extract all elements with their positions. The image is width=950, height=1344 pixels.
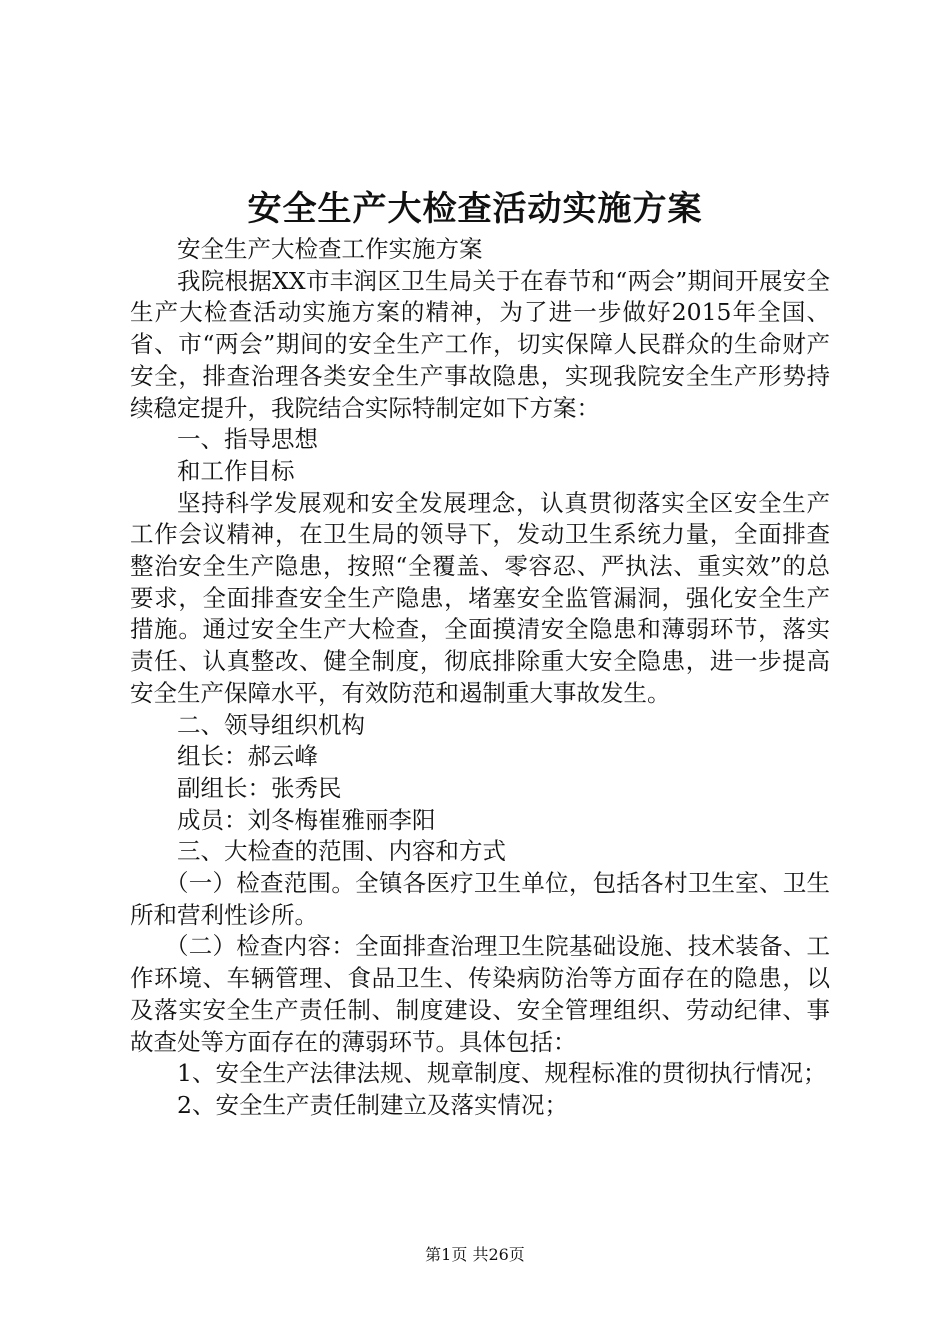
paragraph: 坚持科学发展观和安全发展理念，认真贯彻落实全区安全生产工作会议精神，在卫生局的领导下，发动卫生系统力量，全面排查整治安全生产隐患，按照“全覆盖、零容忍、严执法、重实效”的总要求，全面排查安全生产隐患，堵塞安全监管漏洞，强化安全生产措施。通过安全生产大检查，全面摸清安全隐患和薄弱环节，落实责任、认真整改、健全制度，彻底排除重大安全隐患，进一步提高安全生产保障水平，有效防范和遏制重大事故发生。	[130, 488, 830, 707]
section-heading: 三、大检查的范围、内容和方式	[177, 837, 506, 866]
paragraph: （二）检查内容：全面排查治理卫生院基础设施、技术装备、工作环境、车辆管理、食品卫生、传染病防治等方面存在的隐患，以及落实安全生产责任制、制度建设、安全管理组织、劳动纪律、事故查处等方面存在的薄弱环节。具体包括：	[130, 932, 830, 1056]
section-heading: 和工作目标	[177, 456, 295, 485]
list-item: 1、安全生产法律法规、规章制度、规程标准的贯彻执行情况；	[177, 1059, 827, 1088]
paragraph: （一）检查范围。全镇各医疗卫生单位，包括各村卫生室、卫生所和营利性诊所。	[130, 869, 830, 929]
section-heading: 一、指导思想	[177, 425, 318, 454]
paragraph: 安全生产大检查工作实施方案	[177, 235, 483, 263]
list-item: 2、安全生产责任制建立及落实情况；	[177, 1090, 568, 1119]
list-item: 成员：刘冬梅崔雅丽李阳	[177, 805, 436, 834]
list-item: 副组长：张秀民	[177, 773, 342, 802]
document-body	[130, 234, 830, 1122]
section-heading: 二、领导组织机构	[177, 710, 365, 739]
document-title: 安全生产大检查活动实施方案	[247, 189, 703, 229]
page-number: 第1页 共26页	[425, 1245, 525, 1264]
paragraph: 我院根据XX市丰润区卫生局关于在春节和“两会”期间开展安全生产大检查活动实施方案的精神，为了进一步做好2015年全国、省、市“两会”期间的安全生产工作，切实保障人民群众的生命财产安全，排查治理各类安全生产事故隐患，实现我院安全生产形势持续稳定提升，我院结合实际特制定如下方案：	[130, 266, 830, 422]
list-item: 组长：郝云峰	[177, 742, 318, 771]
